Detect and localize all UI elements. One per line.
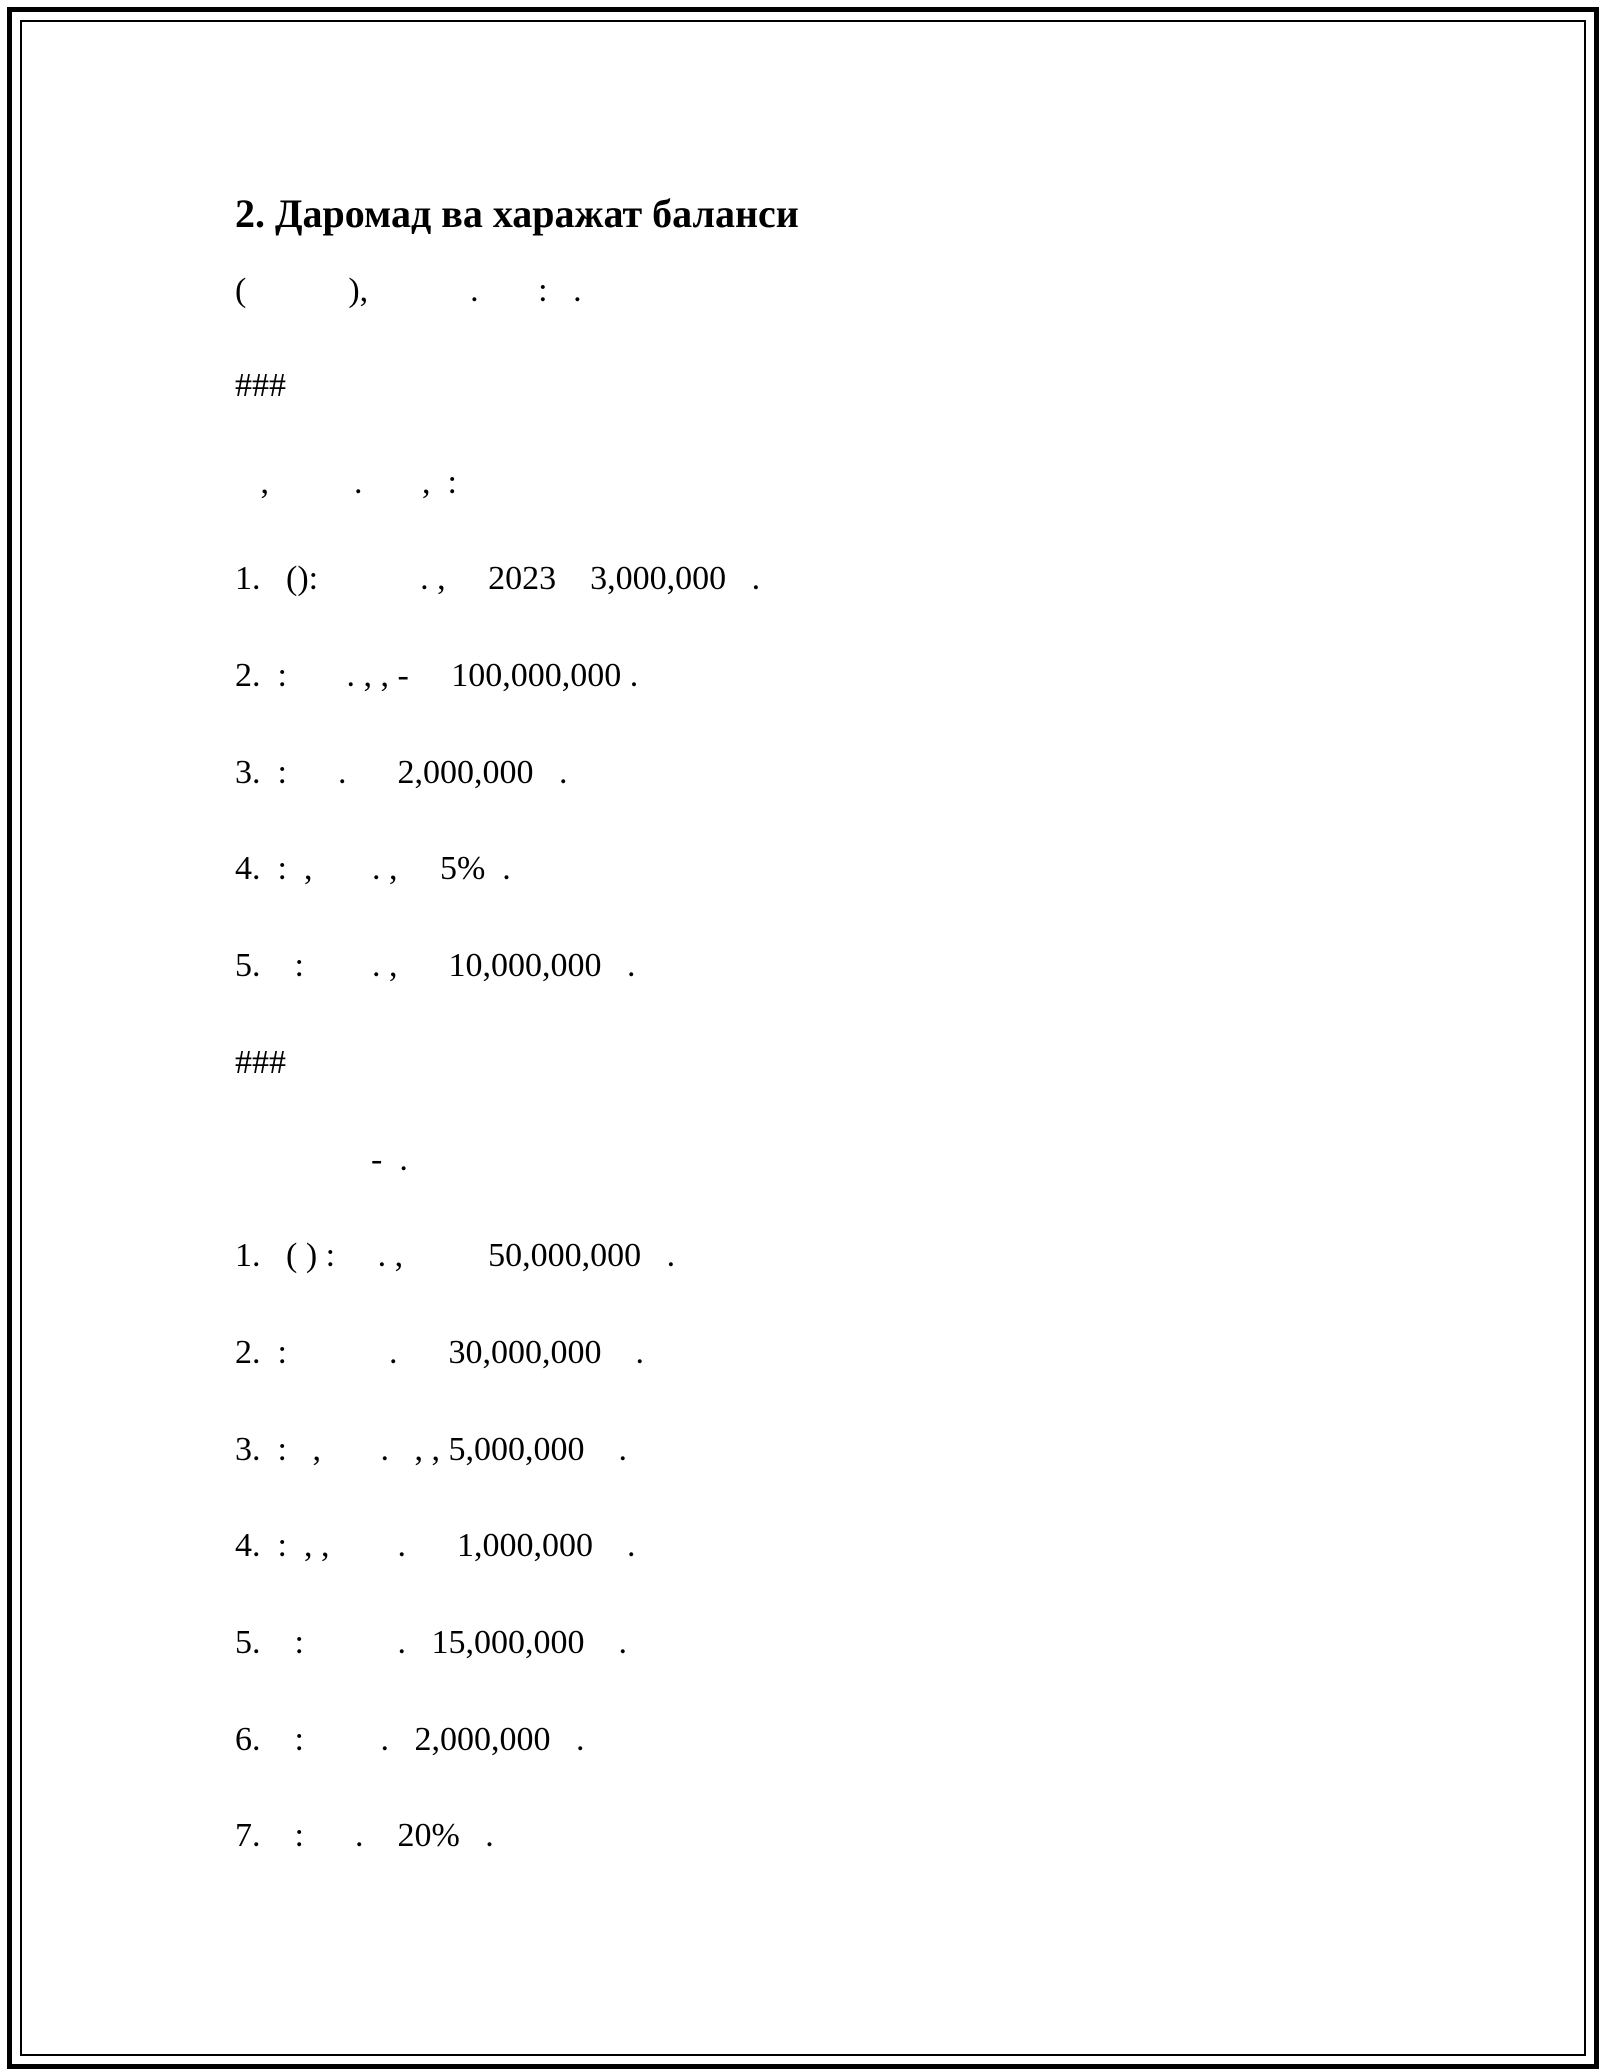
intro-paragraph: ( ), . : . (235, 272, 582, 309)
expense-item-3: 3. : , . , , 5,000,000 . (235, 1431, 627, 1468)
expense-item-2: 2. : . 30,000,000 . (235, 1334, 644, 1371)
income-item-5: 5. : . , 10,000,000 . (235, 947, 636, 984)
section1-lead: , . , : (235, 464, 457, 501)
income-item-1: 1. (): . , 2023 3,000,000 . (235, 560, 761, 597)
section-title: 2. Даромад ва харажат баланси (235, 191, 799, 236)
expense-item-1: 1. ( ) : . , 50,000,000 . (235, 1237, 676, 1274)
income-item-2: 2. : . , , - 100,000,000 . (235, 657, 639, 694)
section1-heading: ### (235, 367, 286, 404)
income-item-3: 3. : . 2,000,000 . (235, 754, 568, 791)
expense-item-5: 5. : . 15,000,000 . (235, 1624, 627, 1661)
section2-lead: - . (235, 1141, 408, 1178)
expense-item-4: 4. : , , . 1,000,000 . (235, 1527, 636, 1564)
section2-heading: ### (235, 1044, 286, 1081)
income-item-4: 4. : , . , 5% . (235, 850, 511, 887)
expense-item-7: 7. : . 20% . (235, 1817, 494, 1854)
expense-item-6: 6. : . 2,000,000 . (235, 1721, 585, 1758)
